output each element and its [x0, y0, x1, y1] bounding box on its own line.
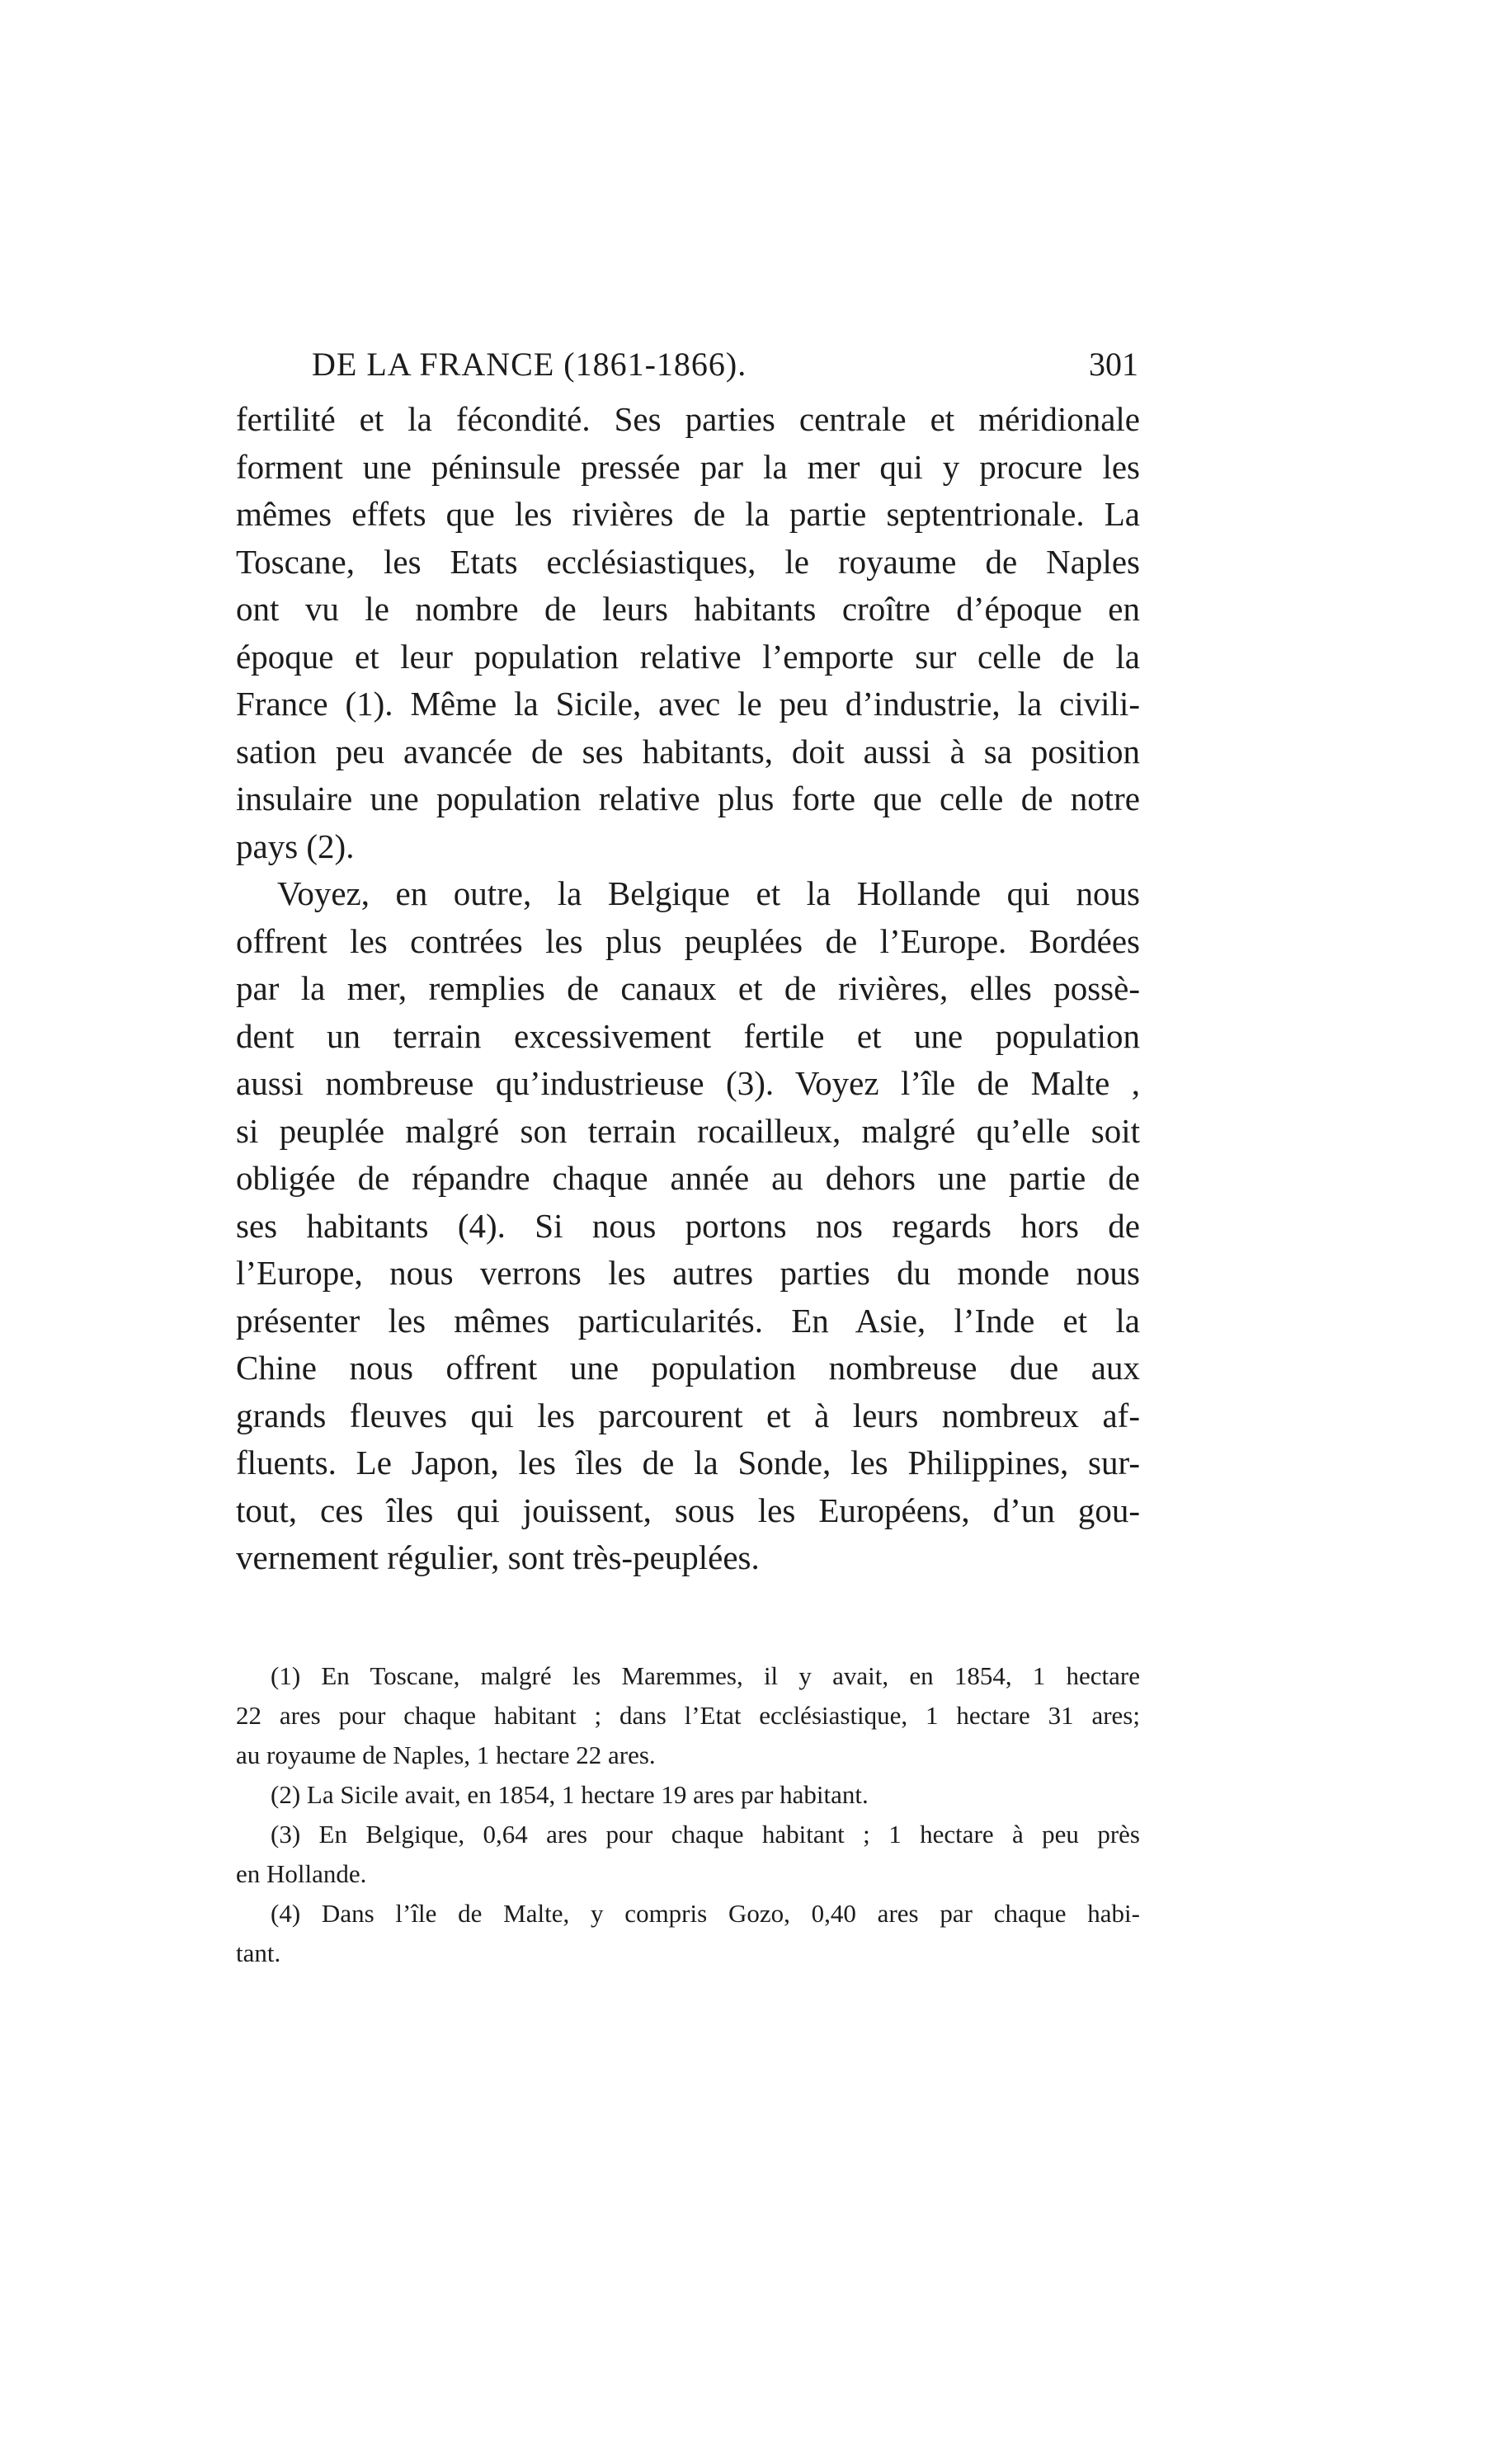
- text-line: fertilité et la fécondité. Ses parties centrale et méridionale: [236, 400, 1140, 438]
- text-line: Chine nous offrent une population nombreuse due aux: [236, 1349, 1140, 1387]
- footnote-line: 22 ares pour chaque habitant ; dans l’Etat ecclésiastique, 1 hectare 31 ares;: [236, 1701, 1140, 1730]
- text-line: sation peu avancée de ses habitants, doit aussi à sa position: [236, 732, 1140, 770]
- text-line: aussi nombreuse qu’industrieuse (3). Voyez l’île de Malte ,: [236, 1064, 1140, 1102]
- text-line: fluents. Le Japon, les îles de la Sonde, les Philippines, sur-: [236, 1444, 1140, 1481]
- footnote-line: en Hollande.: [236, 1859, 367, 1888]
- text-line: forment une péninsule pressée par la mer qui y procure les: [236, 447, 1140, 486]
- text-line: dent un terrain excessivement fertile et une population: [236, 1016, 1140, 1055]
- text-line: mêmes effets que les rivières de la partie septentrionale. La: [236, 495, 1140, 533]
- page-number: 301: [1089, 346, 1138, 383]
- text-line: vernement régulier, sont très-peuplées.: [236, 1538, 760, 1576]
- footnote-line: (1) En Toscane, malgré les Maremmes, il y avait, en 1854, 1 hectare: [271, 1661, 1140, 1690]
- text-line: tout, ces îles qui jouissent, sous les Européens, d’un gou-: [236, 1491, 1140, 1529]
- text-line: Voyez, en outre, la Belgique et la Hollande qui nous: [277, 874, 1140, 912]
- text-line: l’Europe, nous verrons les autres parties du monde nous: [236, 1254, 1140, 1292]
- text-line: époque et leur population relative l’emporte sur celle de la: [236, 637, 1140, 676]
- text-line: ont vu le nombre de leurs habitants croître d’époque en: [236, 590, 1140, 628]
- text-line: insulaire une population relative plus forte que celle de notre: [236, 780, 1140, 817]
- text-line: ses habitants (4). Si nous portons nos regards hors de: [236, 1206, 1140, 1245]
- main-text: [236, 396, 1140, 1582]
- footnote-line: (3) En Belgique, 0,64 ares pour chaque habitant ; 1 hectare à peu près: [271, 1820, 1140, 1849]
- footnote-line: tant.: [236, 1938, 281, 1967]
- footnote-line: (4) Dans l’île de Malte, y compris Gozo, 0,40 ares par chaque habi-: [271, 1899, 1140, 1928]
- text-line: offrent les contrées les plus peuplées de l’Europe. Bordées: [236, 921, 1140, 960]
- running-header: [312, 341, 1138, 388]
- footnote-line: au royaume de Naples, 1 hectare 22 ares.: [236, 1740, 656, 1769]
- text-line: présenter les mêmes particularités. En Asie, l’Inde et la: [236, 1301, 1140, 1340]
- text-line: Toscane, les Etats ecclésiastiques, le royaume de Naples: [236, 542, 1140, 581]
- text-line: pays (2).: [236, 827, 355, 865]
- footnote-line: (2) La Sicile avait, en 1854, 1 hectare 19 ares par habitant.: [271, 1780, 869, 1809]
- text-line: obligée de répandre chaque année au dehors une partie de: [236, 1159, 1140, 1197]
- text-line: si peuplée malgré son terrain rocailleux, malgré qu’elle soit: [236, 1111, 1140, 1150]
- running-title: DE LA FRANCE (1861-1866).: [312, 346, 747, 383]
- text-line: France (1). Même la Sicile, avec le peu d’industrie, la civili-: [236, 685, 1140, 723]
- text-line: grands fleuves qui les parcourent et à leurs nombreux af-: [236, 1396, 1140, 1434]
- footnotes: [236, 1656, 1140, 1973]
- text-line: par la mer, remplies de canaux et de rivières, elles possè-: [236, 969, 1140, 1007]
